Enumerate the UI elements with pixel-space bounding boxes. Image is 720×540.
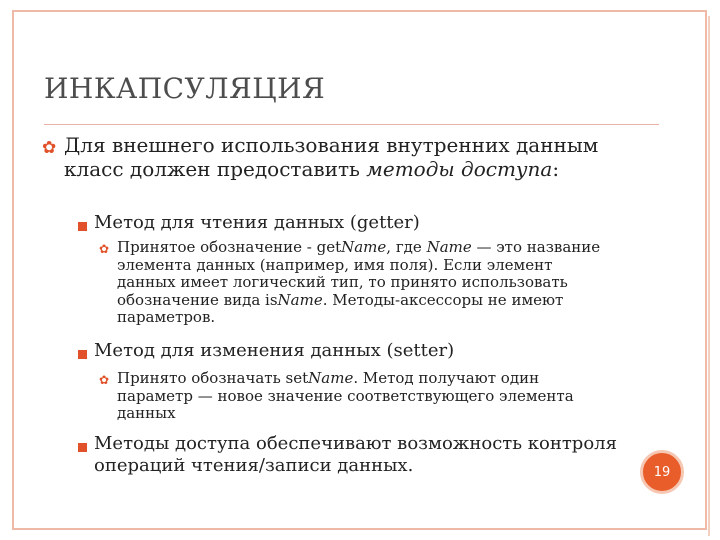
setter-label: Метод для изменения данных (setter) xyxy=(94,340,455,361)
getter-detail-italic: Name xyxy=(277,290,323,309)
flower-bullet-icon: ✿ xyxy=(99,373,110,387)
getter-detail-italic: Name xyxy=(426,238,472,256)
flower-bullet-icon: ✿ xyxy=(99,242,110,256)
getter-detail-text: — это название элемента данных (например, имя поля). Если элемент данных имеет логический тип, то принято использовать обозначение вида is xyxy=(117,238,601,309)
getter-detail xyxy=(117,239,612,327)
conclusion-text: Методы доступа обеспечивают возможность контроля операций чтения/записи данных. xyxy=(94,433,617,476)
square-bullet-icon xyxy=(78,443,87,452)
square-bullet-icon xyxy=(78,350,87,359)
getter-detail-italic: Name xyxy=(341,238,387,256)
intro-paragraph xyxy=(64,133,624,181)
setter-detail-text: . Метод получают один параметр — новое значение соответствующего элемента данных xyxy=(117,369,574,422)
title-divider xyxy=(44,124,659,125)
getter-detail-text: Принятое обозначение - get xyxy=(117,238,342,256)
intro-colon: : xyxy=(552,157,560,181)
square-bullet-icon xyxy=(78,222,87,231)
intro-italic: методы доступа xyxy=(366,157,553,181)
intro-text: Для внешнего использования внутренних данным класс должен предоставить xyxy=(64,133,599,181)
slide-title: ИНКАПСУЛЯЦИЯ xyxy=(44,72,326,105)
setter-detail-italic: Name xyxy=(308,369,354,387)
getter-label: Метод для чтения данных (getter) xyxy=(94,212,420,233)
getter-detail-text: . Методы-аксессоры не имеют параметров. xyxy=(117,290,564,326)
page-number-badge: 19 xyxy=(640,450,684,494)
flower-bullet-icon: ✿ xyxy=(42,138,57,158)
setter-detail xyxy=(117,370,612,423)
getter-detail-text: , где xyxy=(386,238,427,256)
setter-detail-text: Принято обозначать set xyxy=(117,369,309,387)
